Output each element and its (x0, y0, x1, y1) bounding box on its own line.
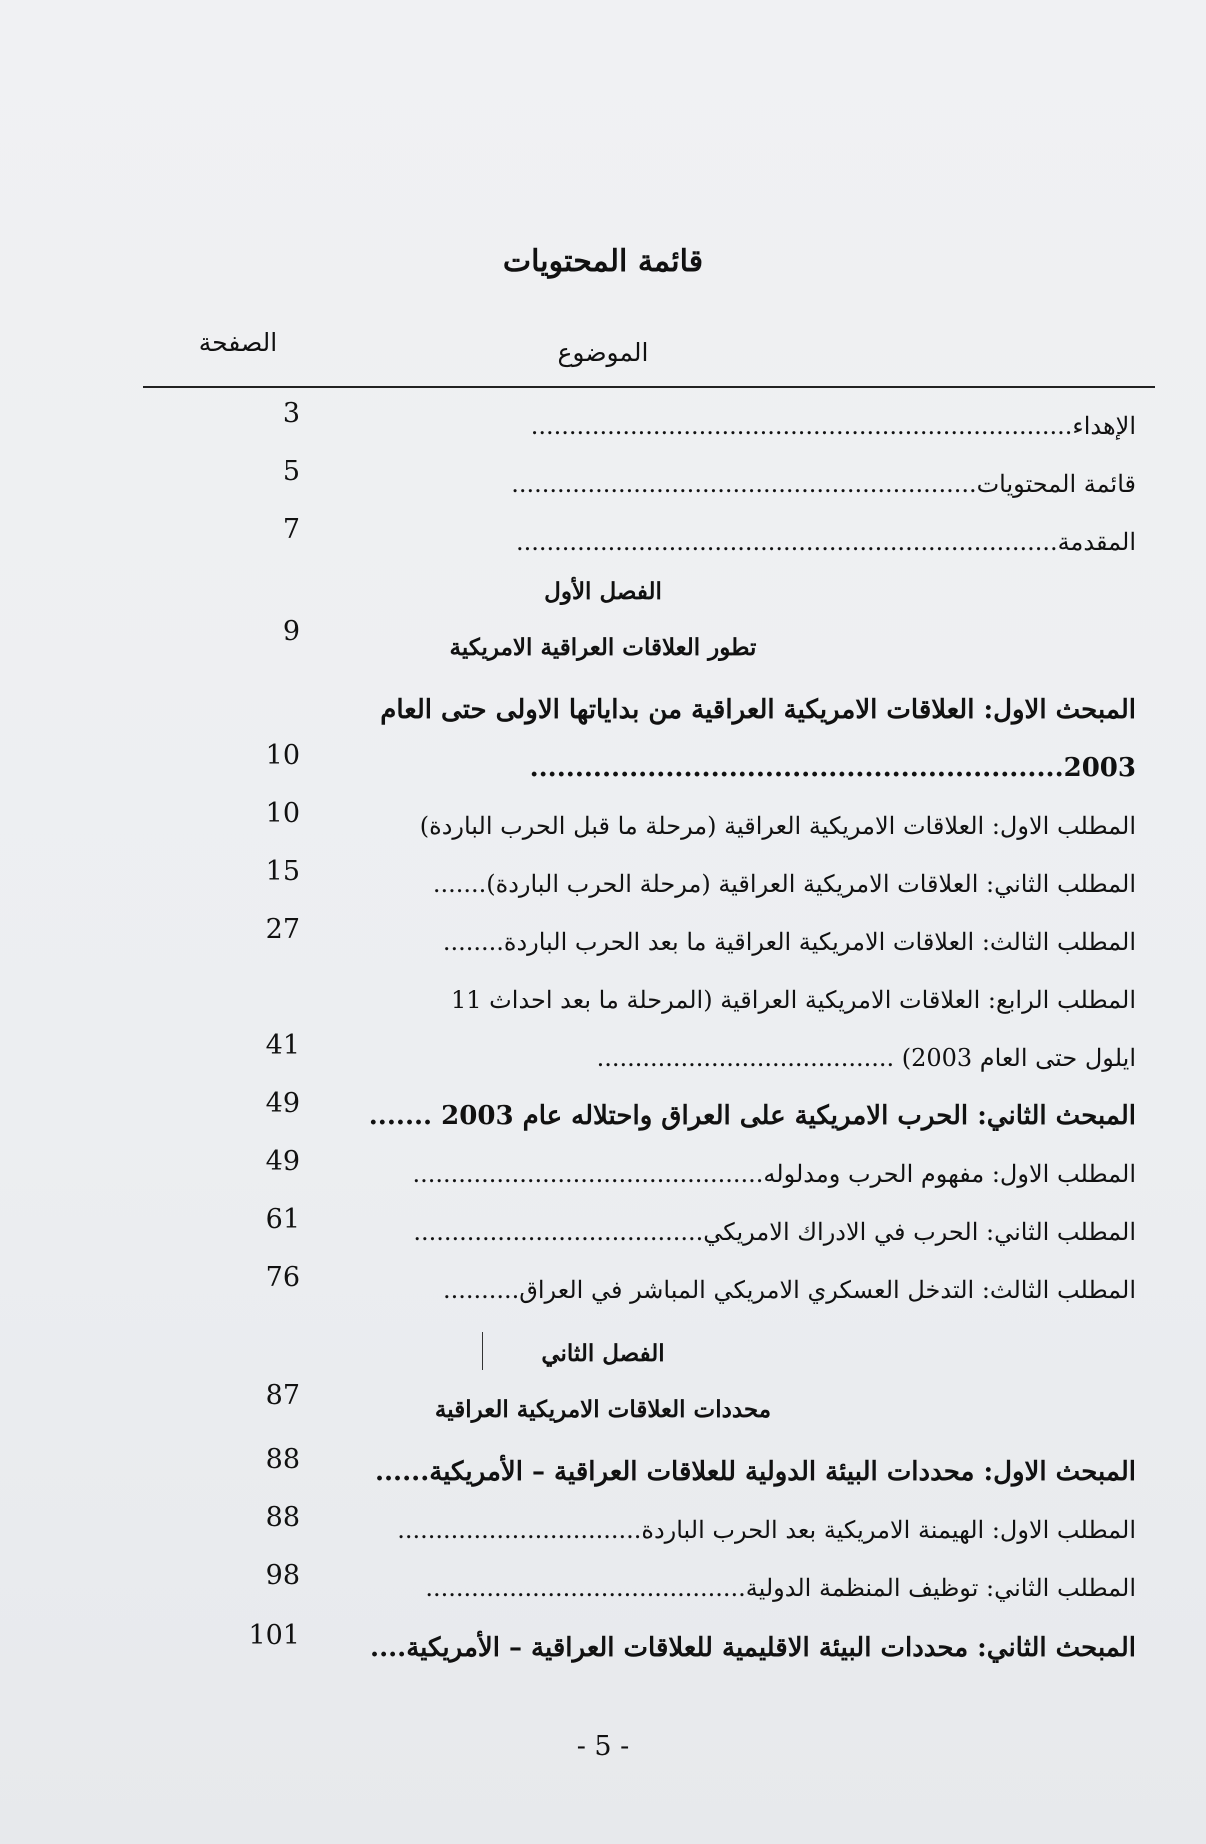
toc-entry-text: 2003........................................................... (529, 753, 1136, 783)
toc-entry-text: المطلب الثالث: العلاقات الامريكية العراقية ما بعد الحرب الباردة........ (442, 928, 1136, 956)
toc-entry (0, 1204, 1206, 1262)
toc-entry (0, 514, 1206, 572)
page-column-header: الصفحة (198, 328, 278, 357)
toc-entry (0, 1502, 1206, 1560)
toc-entry (0, 798, 1206, 856)
chapter-1-subtitle: تطور العلاقات العراقية الامريكية (449, 634, 757, 661)
toc-entry (0, 856, 1206, 914)
toc-entry-page: 61 (265, 1204, 300, 1235)
toc-entry (0, 456, 1206, 514)
toc-entry-text: المطلب الثاني: الحرب في الادراك الامريكي...................................... (413, 1218, 1136, 1246)
toc-entry (0, 1088, 1206, 1146)
toc-entry-page: 49 (265, 1088, 300, 1119)
toc-entry (0, 980, 1206, 1030)
chapter-2-subtitle: محددات العلاقات الامريكية العراقية (434, 1396, 772, 1423)
toc-entry-text: ايلول حتى العام 2003) ....................................... (596, 1044, 1136, 1072)
toc-entry (0, 740, 1206, 798)
toc-entry-page: 10 (265, 798, 300, 829)
toc-entry (0, 690, 1206, 740)
chapter-2-label: الفصل الثاني (541, 1340, 665, 1367)
toc-entry-page: 49 (265, 1146, 300, 1177)
toc-entry (0, 1444, 1206, 1502)
toc-entry-page: 15 (265, 856, 300, 887)
toc-entry-page: 5 (282, 456, 300, 487)
toc-entry-page: 76 (265, 1262, 300, 1293)
toc-entry-page: 27 (265, 914, 300, 945)
chapter-1-label: الفصل الأول (544, 578, 662, 605)
toc-entry (0, 914, 1206, 972)
topic-column-header: الموضوع (557, 338, 649, 367)
toc-entry-text: المطلب الثالث: التدخل العسكري الامريكي المباشر في العراق.......... (442, 1276, 1136, 1304)
toc-entry (0, 1030, 1206, 1088)
page-number: - 5 - (576, 1731, 630, 1762)
toc-entry-text: المبحث الاول: العلاقات الامريكية العراقية من بداياتها الاولى حتى العام (380, 695, 1136, 725)
toc-entry-text: المطلب الثاني: توظيف المنظمة الدولية.......................................... (425, 1574, 1136, 1602)
toc-entry-page: 10 (265, 740, 300, 771)
toc-entry-text: المبحث الاول: محددات البيئة الدولية للعلاقات العراقية – الأمريكية...... (374, 1457, 1136, 1487)
toc-entry (0, 1620, 1206, 1678)
toc-entry-page: 3 (282, 398, 300, 429)
toc-entry-page: 101 (248, 1620, 300, 1651)
chapter-2-page: 87 (265, 1380, 300, 1411)
header-rule (143, 386, 1155, 388)
toc-entry-page: 88 (265, 1444, 300, 1475)
page-title: قائمة المحتويات (502, 244, 704, 279)
toc-entry-text: المبحث الثاني: الحرب الامريكية على العراق واحتلاله عام 2003 ....... (368, 1101, 1136, 1131)
toc-entry-page: 88 (265, 1502, 300, 1533)
toc-entry-text: المبحث الثاني: محددات البيئة الاقليمية للعلاقات العراقية – الأمريكية.... (370, 1633, 1136, 1663)
toc-entry-text: المقدمة....................................................................... (516, 528, 1136, 556)
toc-entry-text: المطلب الاول: العلاقات الامريكية العراقية (مرحلة ما قبل الحرب الباردة) (419, 812, 1136, 840)
toc-entry-page: 7 (282, 514, 300, 545)
toc-entry-page: 41 (265, 1030, 300, 1061)
chapter-1-page: 9 (282, 616, 300, 647)
toc-entry-text: المطلب الاول: الهيمنة الامريكية بعد الحرب الباردة................................ (397, 1516, 1136, 1544)
toc-entry-text: المطلب الثاني: العلاقات الامريكية العراقية (مرحلة الحرب الباردة)....... (432, 870, 1136, 898)
toc-entry (0, 398, 1206, 456)
toc-entry (0, 1262, 1206, 1320)
toc-entry (0, 1560, 1206, 1618)
toc-entry-page: 98 (265, 1560, 300, 1591)
toc-entry-text: قائمة المحتويات............................................................. (511, 470, 1136, 498)
toc-entry (0, 1146, 1206, 1204)
toc-entry-text: المطلب الرابع: العلاقات الامريكية العراقية (المرحلة ما بعد احداث 11 (451, 986, 1136, 1014)
toc-entry-text: الإهداء....................................................................... (530, 412, 1136, 440)
toc-entry-text: المطلب الاول: مفهوم الحرب ومدلوله.............................................. (412, 1160, 1136, 1188)
